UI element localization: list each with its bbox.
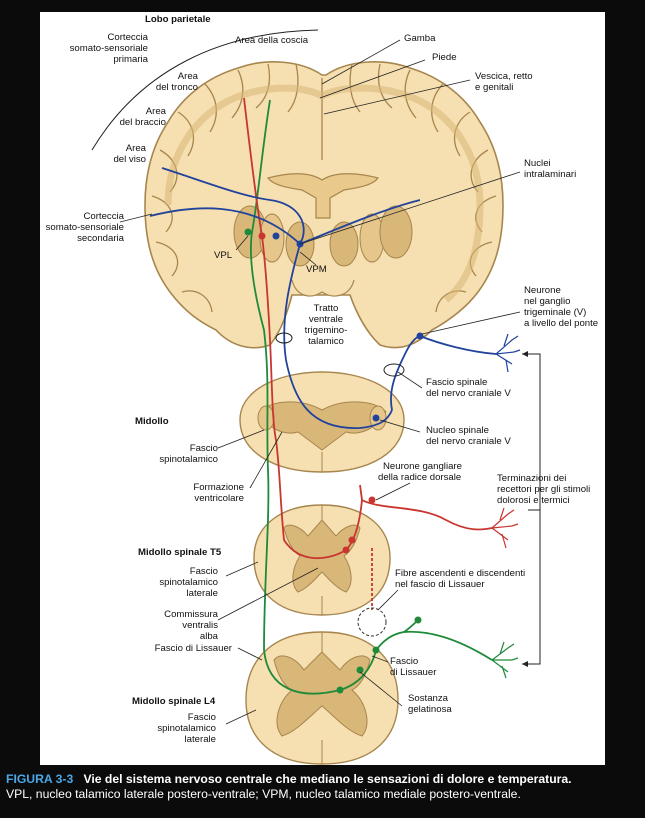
label-corteccia-primaria-2: somato-sensoriale (69, 43, 148, 54)
label-neurone-gang-3: trigeminale (V) (524, 307, 587, 318)
label-corteccia-sec-2: somato-sensoriale (45, 222, 124, 233)
label-area-coscia: Area della coscia (235, 35, 309, 46)
label-area-viso-1: Area (125, 143, 146, 154)
label-piede: Piede (432, 52, 457, 63)
figure-caption (6, 772, 642, 802)
label-fascio-l4-2: spinotalamico (157, 723, 216, 734)
label-lobo-parietale: Lobo parietale (145, 14, 211, 25)
label-fibre-2: nel fascio di Lissauer (395, 579, 485, 590)
label-fascio-di-2: di Lissauer (390, 667, 437, 678)
t5-cord-section (254, 505, 390, 615)
label-commissura-2: ventralis (182, 620, 218, 631)
caption-figure-number: FIGURA 3-3 (6, 772, 74, 786)
label-vescica-2: e genitali (475, 82, 514, 93)
label-fascio-lat-1: Fascio (189, 566, 218, 577)
medulla-section (240, 372, 404, 472)
lissauer-circle (358, 608, 386, 636)
label-area-tronco-1: Area (177, 71, 198, 82)
label-sostanza-2: gelatinosa (408, 704, 452, 715)
label-corteccia-primaria-1: Corteccia (107, 32, 148, 43)
label-formazione-1: Formazione (193, 482, 244, 493)
label-fascio-lissauer: Fascio di Lissauer (154, 643, 232, 654)
label-vescica-1: Vescica, retto (475, 71, 533, 82)
label-nucleo-spinale-2: del nervo craniale V (426, 436, 511, 447)
label-sostanza-1: Sostanza (408, 693, 449, 704)
label-nuclei-1: Nuclei (524, 158, 551, 169)
bracket-arrows (522, 351, 528, 667)
label-tratto-3: trigemino- (304, 325, 348, 336)
label-fascio-spinotal-2: spinotalamico (159, 454, 218, 465)
label-gamba: Gamba (404, 33, 436, 44)
label-fibre-1: Fibre ascendenti e discendenti (395, 568, 526, 579)
label-midollo: Midollo (135, 416, 169, 427)
label-neurone-gang-2: nel ganglio (524, 296, 571, 307)
label-nucleo-spinale-1: Nucleo spinale (426, 425, 489, 436)
label-fascio-lat-2: spinotalamico (159, 577, 218, 588)
label-corteccia-sec-3: secondaria (77, 233, 124, 244)
label-terminazioni-3: dolorosi e termici (497, 495, 570, 506)
label-tratto-4: talamico (308, 336, 344, 347)
label-neurone-gang-4: a livello del ponte (524, 318, 599, 329)
terminations-bracket (522, 354, 540, 664)
label-tratto-2: ventrale (308, 314, 344, 325)
label-area-viso-2: del viso (113, 154, 146, 165)
label-corteccia-sec-1: Corteccia (83, 211, 124, 222)
label-area-braccio-1: Area (145, 106, 166, 117)
label-area-braccio-2: del braccio (119, 117, 166, 128)
label-tratto-1: Tratto (313, 303, 339, 314)
label-fascio-lat-3: laterale (186, 588, 218, 599)
label-terminazioni-1: Terminazioni dei (497, 473, 567, 484)
label-commissura-1: Commissura (164, 609, 218, 620)
label-terminazioni-2: recettori per gli stimoli (497, 484, 591, 495)
label-fascio-spinotal-1: Fascio (189, 443, 218, 454)
label-fascio-l4-1: Fascio (187, 712, 216, 723)
label-neurone-radice-1: Neurone gangliare (383, 461, 462, 472)
label-nuclei-2: intralaminari (524, 169, 577, 180)
caption-text: VPL, nucleo talamico laterale postero-ventrale; VPM, nucleo talamico mediale postero-ventrale. (6, 787, 521, 801)
label-formazione-2: ventricolare (194, 493, 244, 504)
label-fascio-di-1: Fascio (390, 656, 419, 667)
label-fascio-l4-3: laterale (184, 734, 216, 745)
label-vpm: VPM (306, 264, 327, 275)
caption-title: Vie del sistema nervoso centrale che mediano le sensazioni di dolore e temperatura. (83, 772, 572, 786)
label-neurone-gang-1: Neurone (524, 285, 561, 296)
label-fascio-spinale-2: del nervo craniale V (426, 388, 511, 399)
label-midollo-t5: Midollo spinale T5 (138, 547, 222, 558)
label-vpl: VPL (214, 250, 233, 261)
label-midollo-l4: Midollo spinale L4 (132, 696, 216, 707)
label-neurone-radice-2: della radice dorsale (378, 472, 462, 483)
label-commissura-3: alba (199, 631, 218, 642)
label-fascio-spinale-1: Fascio spinale (426, 377, 488, 388)
label-area-tronco-2: del tronco (155, 82, 198, 93)
label-corteccia-primaria-3: primaria (113, 54, 148, 65)
receptor-endings (492, 334, 520, 678)
